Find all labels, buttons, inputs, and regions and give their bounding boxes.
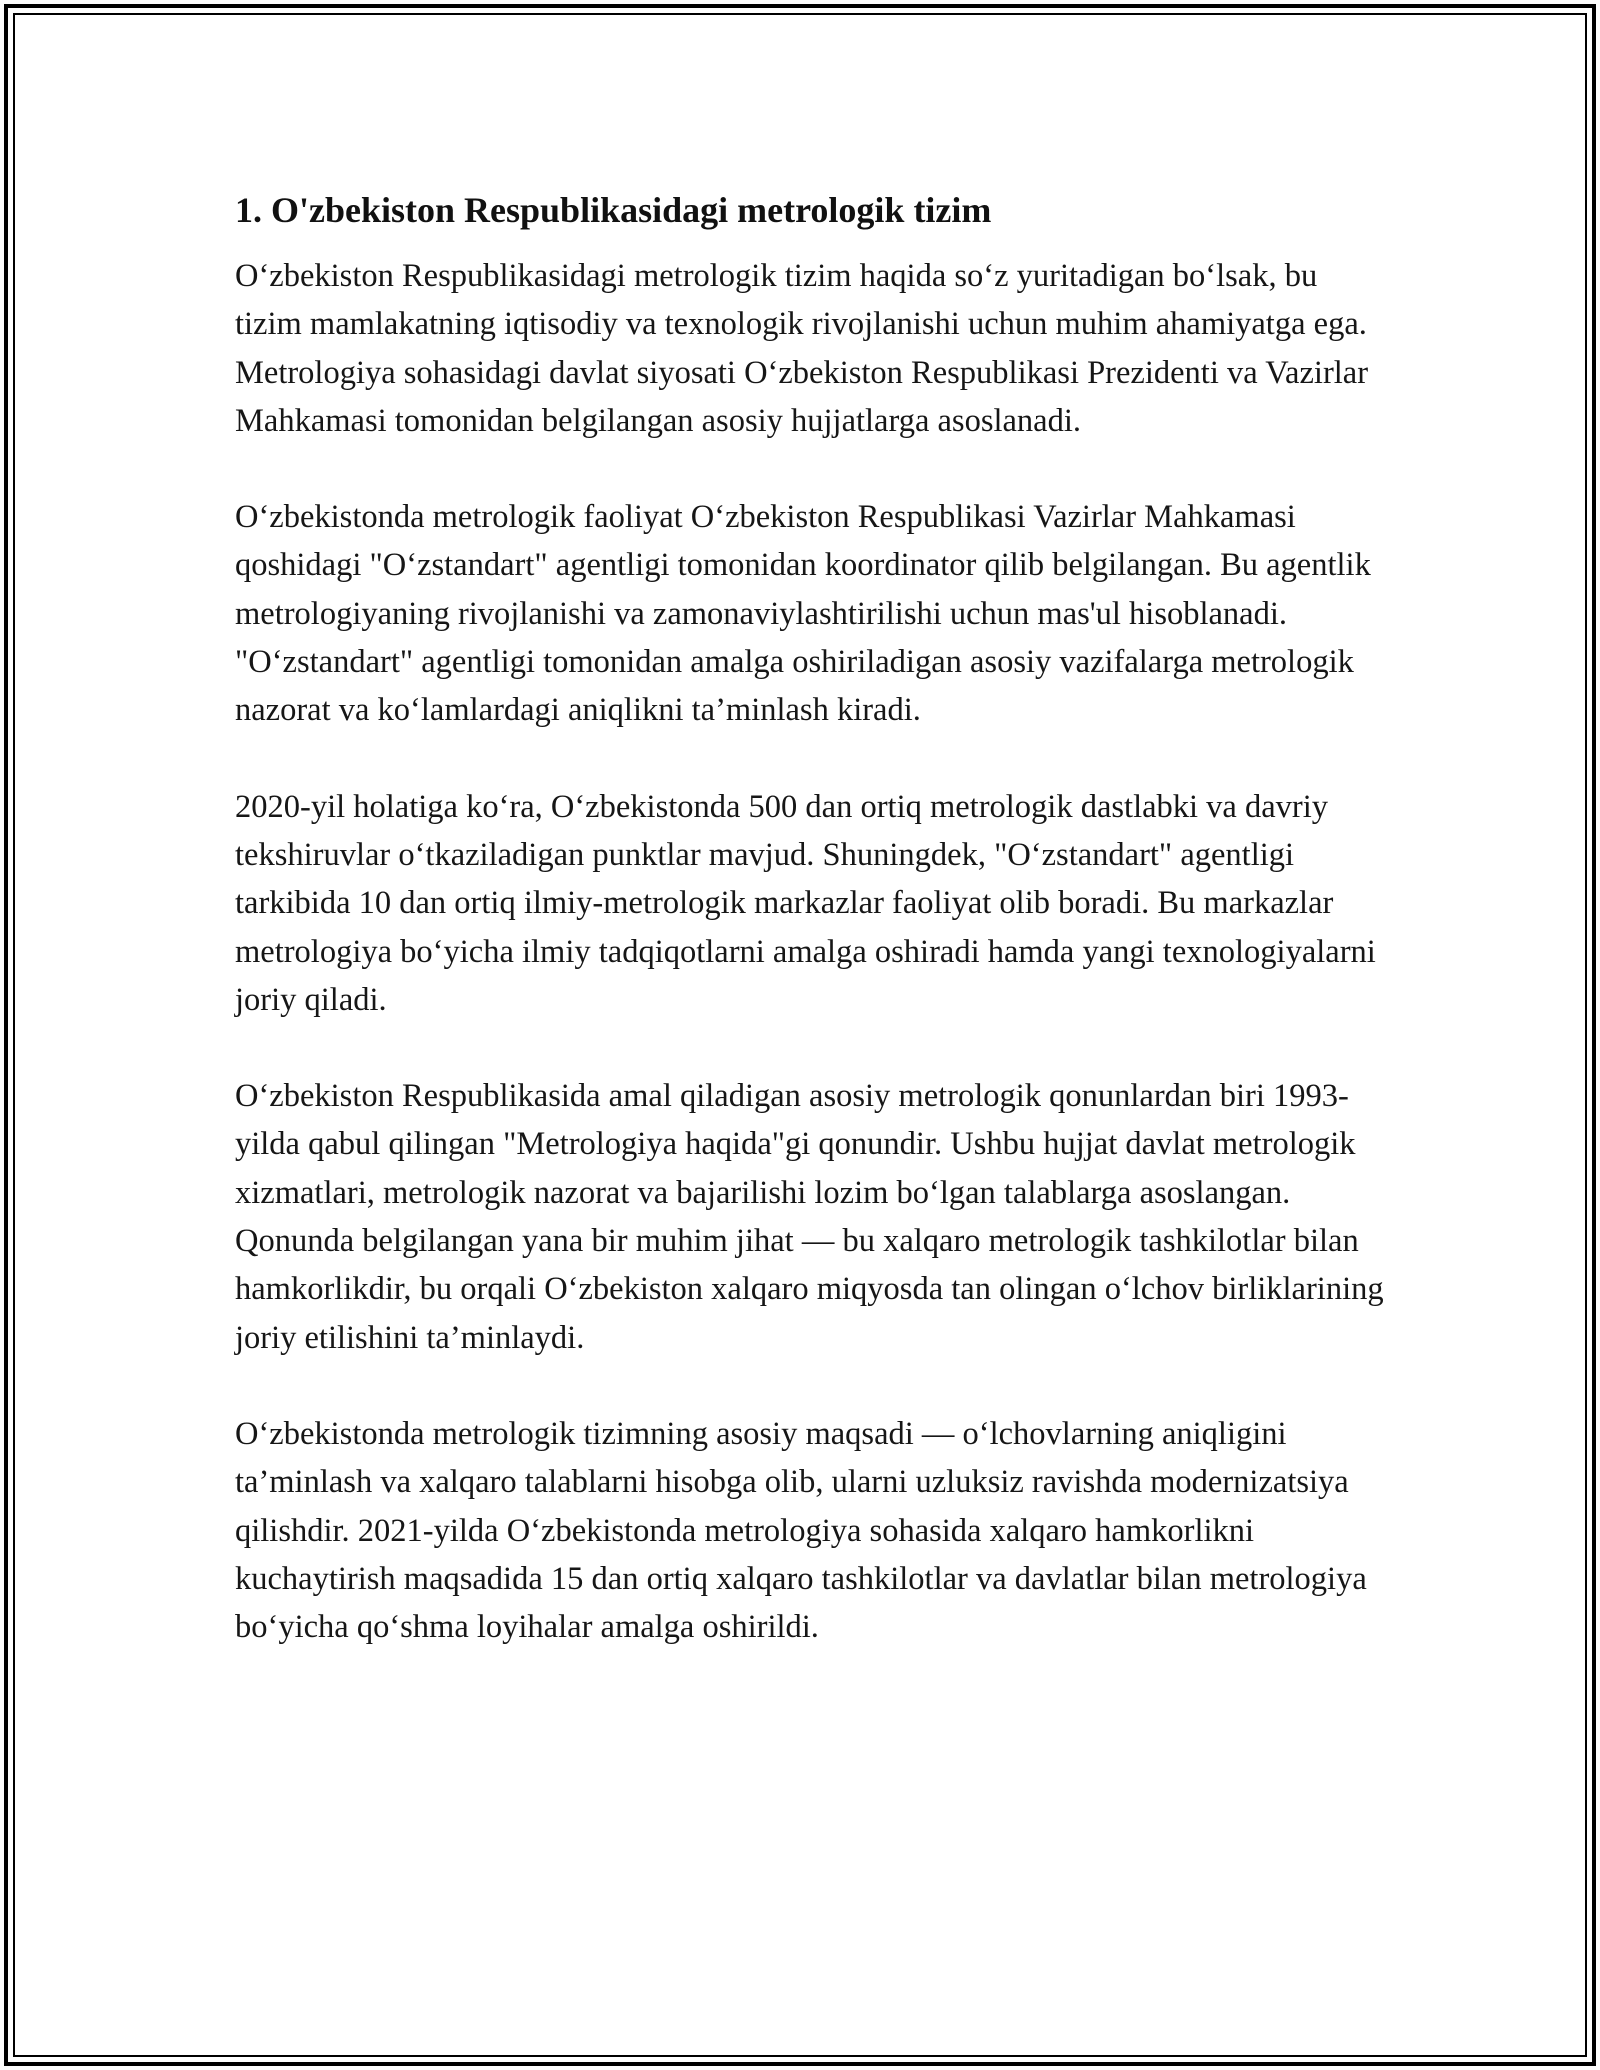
paragraph-3: 2020-yil holatiga ko‘ra, O‘zbekistonda 500 dan ortiq metrologik dastlabki va davriy tekshiruvlar o‘tkaziladigan punktlar mavjud. Shuningdek, "O‘zstandart" agentligi tarkibida 10 dan ortiq ilmiy-metrologik markazlar faoliyat olib boradi. Bu markazlar metrologiya bo‘yicha ilmiy tadqiqotlarni amalga oshiradi hamda yangi texnologiyalarni joriy qiladi. (235, 788, 1376, 1018)
paragraph-2: O‘zbekistonda metrologik faoliyat O‘zbekiston Respublikasi Vazirlar Mahkamasi qoshidagi "O‘zstandart" agentligi tomonidan koordinator qilib belgilangan. Bu agentlik metrologiyaning rivojlanishi va zamonaviylashtirilishi uchun mas'ul hisoblanadi. "O‘zstandart" agentligi tomonidan amalga oshiriladigan asosiy vazifalarga metrologik nazorat va ko‘lamlardagi aniqlikni ta’minlash kiradi. (235, 499, 1371, 729)
document-body (235, 186, 1385, 1699)
section-heading: 1. O'zbekiston Respublikasidagi metrologik tizim (235, 190, 992, 230)
paragraph-5: O‘zbekistonda metrologik tizimning asosiy maqsadi — o‘lchovlarning aniqligini ta’minlash va xalqaro talablarni hisobga olib, ularni uzluksiz ravishda modernizatsiya qilishdir. 2021-yilda O‘zbekistonda metrologiya sohasida xalqaro hamkorlikni kuchaytirish maqsadida 15 dan ortiq xalqaro tashkilotlar va davlatlar bilan metrologiya bo‘yicha qo‘shma loyihalar amalga oshirildi. (235, 1415, 1367, 1646)
paragraph-4: O‘zbekiston Respublikasida amal qiladigan asosiy metrologik qonunlardan biri 1993-yilda qabul qilingan "Metrologiya haqida"gi qonundir. Ushbu hujjat davlat metrologik xizmatlari, metrologik nazorat va bajarilishi lozim bo‘lgan talablarga asoslangan. Qonunda belgilangan yana bir muhim jihat — bu xalqaro metrologik tashkilotlar bilan hamkorlikdir, bu orqali O‘zbekiston xalqaro miqyosda tan olingan o‘lchov birliklarining joriy etilishini ta’minlaydi. (235, 1078, 1384, 1356)
paragraph-1: O‘zbekiston Respublikasidagi metrologik tizim haqida so‘z yuritadigan bo‘lsak, bu tizim mamlakatning iqtisodiy va texnologik rivojlanishi uchun muhim ahamiyatga ega. Metrologiya sohasidagi davlat siyosati O‘zbekiston Respublikasi Prezidenti va Vazirlar Mahkamasi tomonidan belgilangan asosiy hujjatlarga asoslanadi. (235, 258, 1369, 439)
